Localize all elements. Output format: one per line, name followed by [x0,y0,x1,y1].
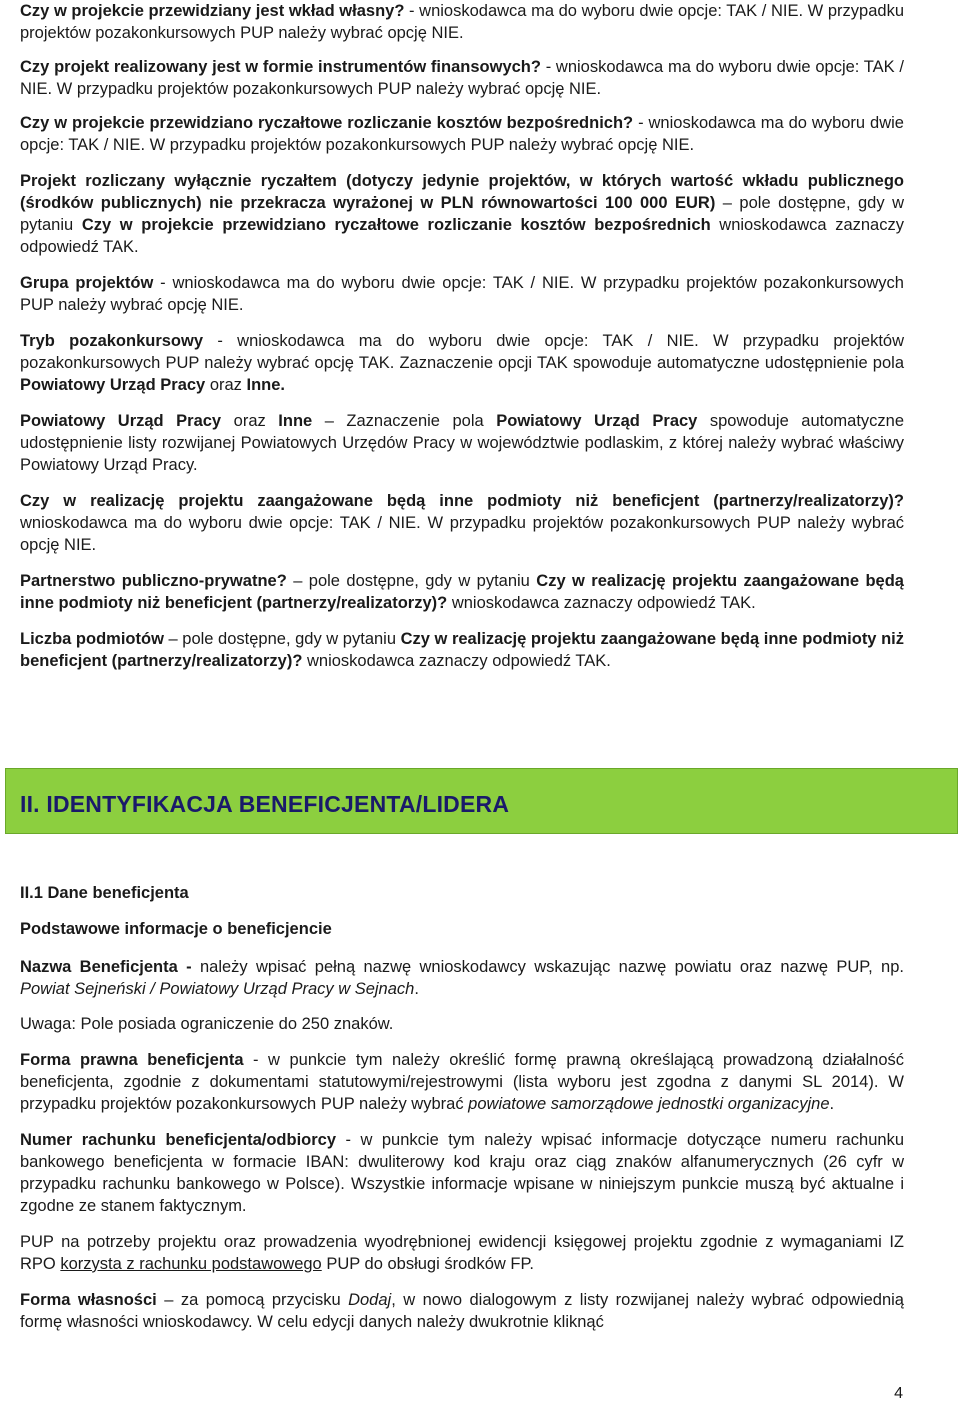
field-reference-pup: Powiatowy Urząd Pracy [20,376,206,394]
field-description: należy wpisać pełną nazwę wnioskodawcy wskazując nazwę powiatu oraz nazwę PUP, np. [191,958,904,976]
field-description: - w punkcie tym należy określić formę prawną określającą prowadzoną działalność beneficjenta, zgodnie z dokumentami statutowymi/rejestrowymi (lista wyboru jest zgodna z danymi SL 2014). W przypadku projektów pozakonkursowych PUP należy wybrać [20,1051,904,1113]
field-label: Forma prawna beneficjenta [20,1051,244,1069]
button-reference-dodaj: Dodaj [348,1291,392,1309]
section-title: II. IDENTYFIKACJA BENEFICJENTA/LIDERA [20,791,510,817]
question-reference: Czy w realizację projektu zaangażowane będą inne podmioty niż beneficjent (partnerzy/realizatorzy)? [20,630,904,670]
section-banner [5,768,958,834]
paragraph-powiatowy-urzad-pracy [20,410,904,476]
paragraph-instrumenty-finansowe [20,56,904,100]
paragraph-inne-podmioty [20,490,904,556]
field-label: Nazwa Beneficjenta - [20,958,192,976]
paragraph-projekt-ryczaltem [20,170,904,258]
question-label: Czy w realizację projektu zaangażowane będą inne podmioty niż beneficjent (partnerzy/realizatorzy)? [20,492,904,510]
paragraph-forma-prawna [20,1049,904,1115]
underlined-phrase: korzysta z rachunku podstawowego [60,1255,322,1273]
question-description: - wnioskodawca ma do wyboru dwie opcje: TAK / NIE. W przypadku projektów pozakonkursowych PUP należy wybrać opcję NIE. [20,114,904,154]
question-label: Liczba podmiotów [20,630,164,648]
field-reference-inne: Inne. [246,376,286,394]
question-description: - wnioskodawca ma do wyboru dwie opcje: TAK / NIE. W przypadku projektów pozakonkursowych PUP należy wybrać opcję NIE. [20,2,904,42]
question-label: Czy w projekcie przewidziany jest wkład własny? [20,2,405,20]
document-body-bottom [20,882,904,1333]
subheading-dane-beneficjenta [20,882,904,904]
punctuation: . [414,980,419,998]
question-label: Grupa projektów [20,274,154,292]
question-description: - wnioskodawca ma do wyboru dwie opcje: TAK / NIE. W przypadku projektów pozakonkursowych PUP należy wybrać opcję NIE. [20,58,904,98]
field-label: Forma własności [20,1291,157,1309]
paragraph-text-end: PUP do obsługi środków FP. [321,1255,534,1273]
paragraph-partnerstwo [20,570,904,614]
question-description: wnioskodawca ma do wyboru dwie opcje: TAK / NIE. W przypadku projektów pozakonkursowych PUP należy wybrać opcję NIE. [20,514,904,554]
question-description: - wnioskodawca ma do wyboru dwie opcje: TAK / NIE. W przypadku projektów pozakonkursowych PUP należy wybrać opcję TAK. Zaznaczenie opcji TAK spowoduje automatyczne udostępnienie pola [20,332,904,372]
paragraph-tryb-pozakonkursowy [20,330,904,396]
question-label: Tryb pozakonkursowy [20,332,204,350]
question-description: – pole dostępne, gdy w pytaniu [20,194,904,234]
paragraph-wklad-wlasny [20,0,904,44]
subheading-text: Podstawowe informacje o beneficjencie [20,920,332,938]
question-label: Projekt rozliczany wyłącznie ryczałtem (dotyczy jedynie projektów, w których wartość wkładu publicznego (środków publicznych) nie przekracza wyrażonej w PLN równowartości 100 000 EUR) [20,172,904,212]
punctuation: . [829,1095,835,1113]
field-description: - w punkcie tym należy wpisać informacje dotyczące numeru rachunku bankowego beneficjenta w formacie IBAN: dwuliterowy kod kraju oraz ciąg znaków alfanumerycznych (26 cyfr w przypadku rachunku bankowego w Polsce). Wszystkie informacje wpisane w niniejszym punkcie muszą być aktualne i zgodne ze stanem faktycznym. [20,1131,905,1215]
field-reference: Powiatowy Urząd Pracy [496,412,698,430]
question-description-end: wnioskodawca zaznaczy odpowiedź TAK. [447,594,756,612]
question-description: – Zaznaczenie pola [312,412,497,430]
question-reference: Czy w projekcie przewidziano ryczałtowe rozliczanie kosztów bezpośrednich [81,216,711,234]
paragraph-numer-rachunku [20,1129,904,1217]
question-description: – pole dostępne, gdy w pytaniu [163,630,401,648]
field-label: Numer rachunku beneficjenta/odbiorcy [20,1131,337,1149]
paragraph-text: PUP na potrzeby projektu oraz prowadzenia wyodrębnionej ewidencji księgowej projektu zgodnie z wymaganiami IZ RPO [20,1233,904,1273]
field-description-end: , w nowo dialogowym z listy rozwijanej należy wybrać odpowiednią formę własności wnioskodawcy. W celu edycji danych należy dwukrotnie kliknąć [20,1291,904,1331]
paragraph-liczba-podmiotow [20,628,904,672]
field-example: powiatowe samorządowe jednostki organizacyjne [468,1095,830,1113]
question-label: Partnerstwo publiczno-prywatne? [20,572,287,590]
document-body-top [20,0,904,672]
question-reference: Czy w realizację projektu zaangażowane będą inne podmioty niż beneficjent (partnerzy/realizatorzy)? [20,572,904,612]
subheading-podstawowe-informacje [20,918,904,940]
question-label-2: Inne [278,412,313,430]
paragraph-ryczaltowe-rozliczanie [20,112,904,156]
paragraph-pup-rachunek [20,1231,904,1275]
question-description-end: wnioskodawca zaznaczy odpowiedź TAK. [302,652,611,670]
paragraph-uwaga [20,1013,904,1035]
page-number: 4 [894,1385,903,1402]
question-description-end: spowoduje automatyczne udostępnienie listy rozwijanej Powiatowych Urzędów Pracy w województwie podlaskim, z której należy wybrać właściwy Powiatowy Urząd Pracy. [20,412,905,474]
paragraph-nazwa-beneficjenta [20,956,904,1000]
paragraph-grupa-projektow [20,272,904,316]
question-description-end: wnioskodawca zaznaczy odpowiedź TAK. [20,216,904,256]
field-description: – za pomocą przycisku [156,1291,349,1309]
paragraph-forma-wlasnosci [20,1289,904,1333]
question-description: – pole dostępne, gdy w pytaniu [286,572,537,590]
note-text: Uwaga: Pole posiada ograniczenie do 250 znaków. [20,1015,394,1033]
question-description: - wnioskodawca ma do wyboru dwie opcje: TAK / NIE. W przypadku projektów pozakonkursowych PUP należy wybrać opcję NIE. [20,274,904,314]
question-label: Czy w projekcie przewidziano ryczałtowe rozliczanie kosztów bezpośrednich? [20,114,634,132]
conjunction: oraz [205,376,247,394]
question-label: Powiatowy Urząd Pracy [20,412,222,430]
subheading-text: II.1 Dane beneficjenta [20,884,189,902]
field-example: Powiat Sejneński / Powiatowy Urząd Pracy w Sejnach [20,980,415,998]
conjunction: oraz [221,412,279,430]
question-label: Czy projekt realizowany jest w formie instrumentów finansowych? [20,58,541,76]
